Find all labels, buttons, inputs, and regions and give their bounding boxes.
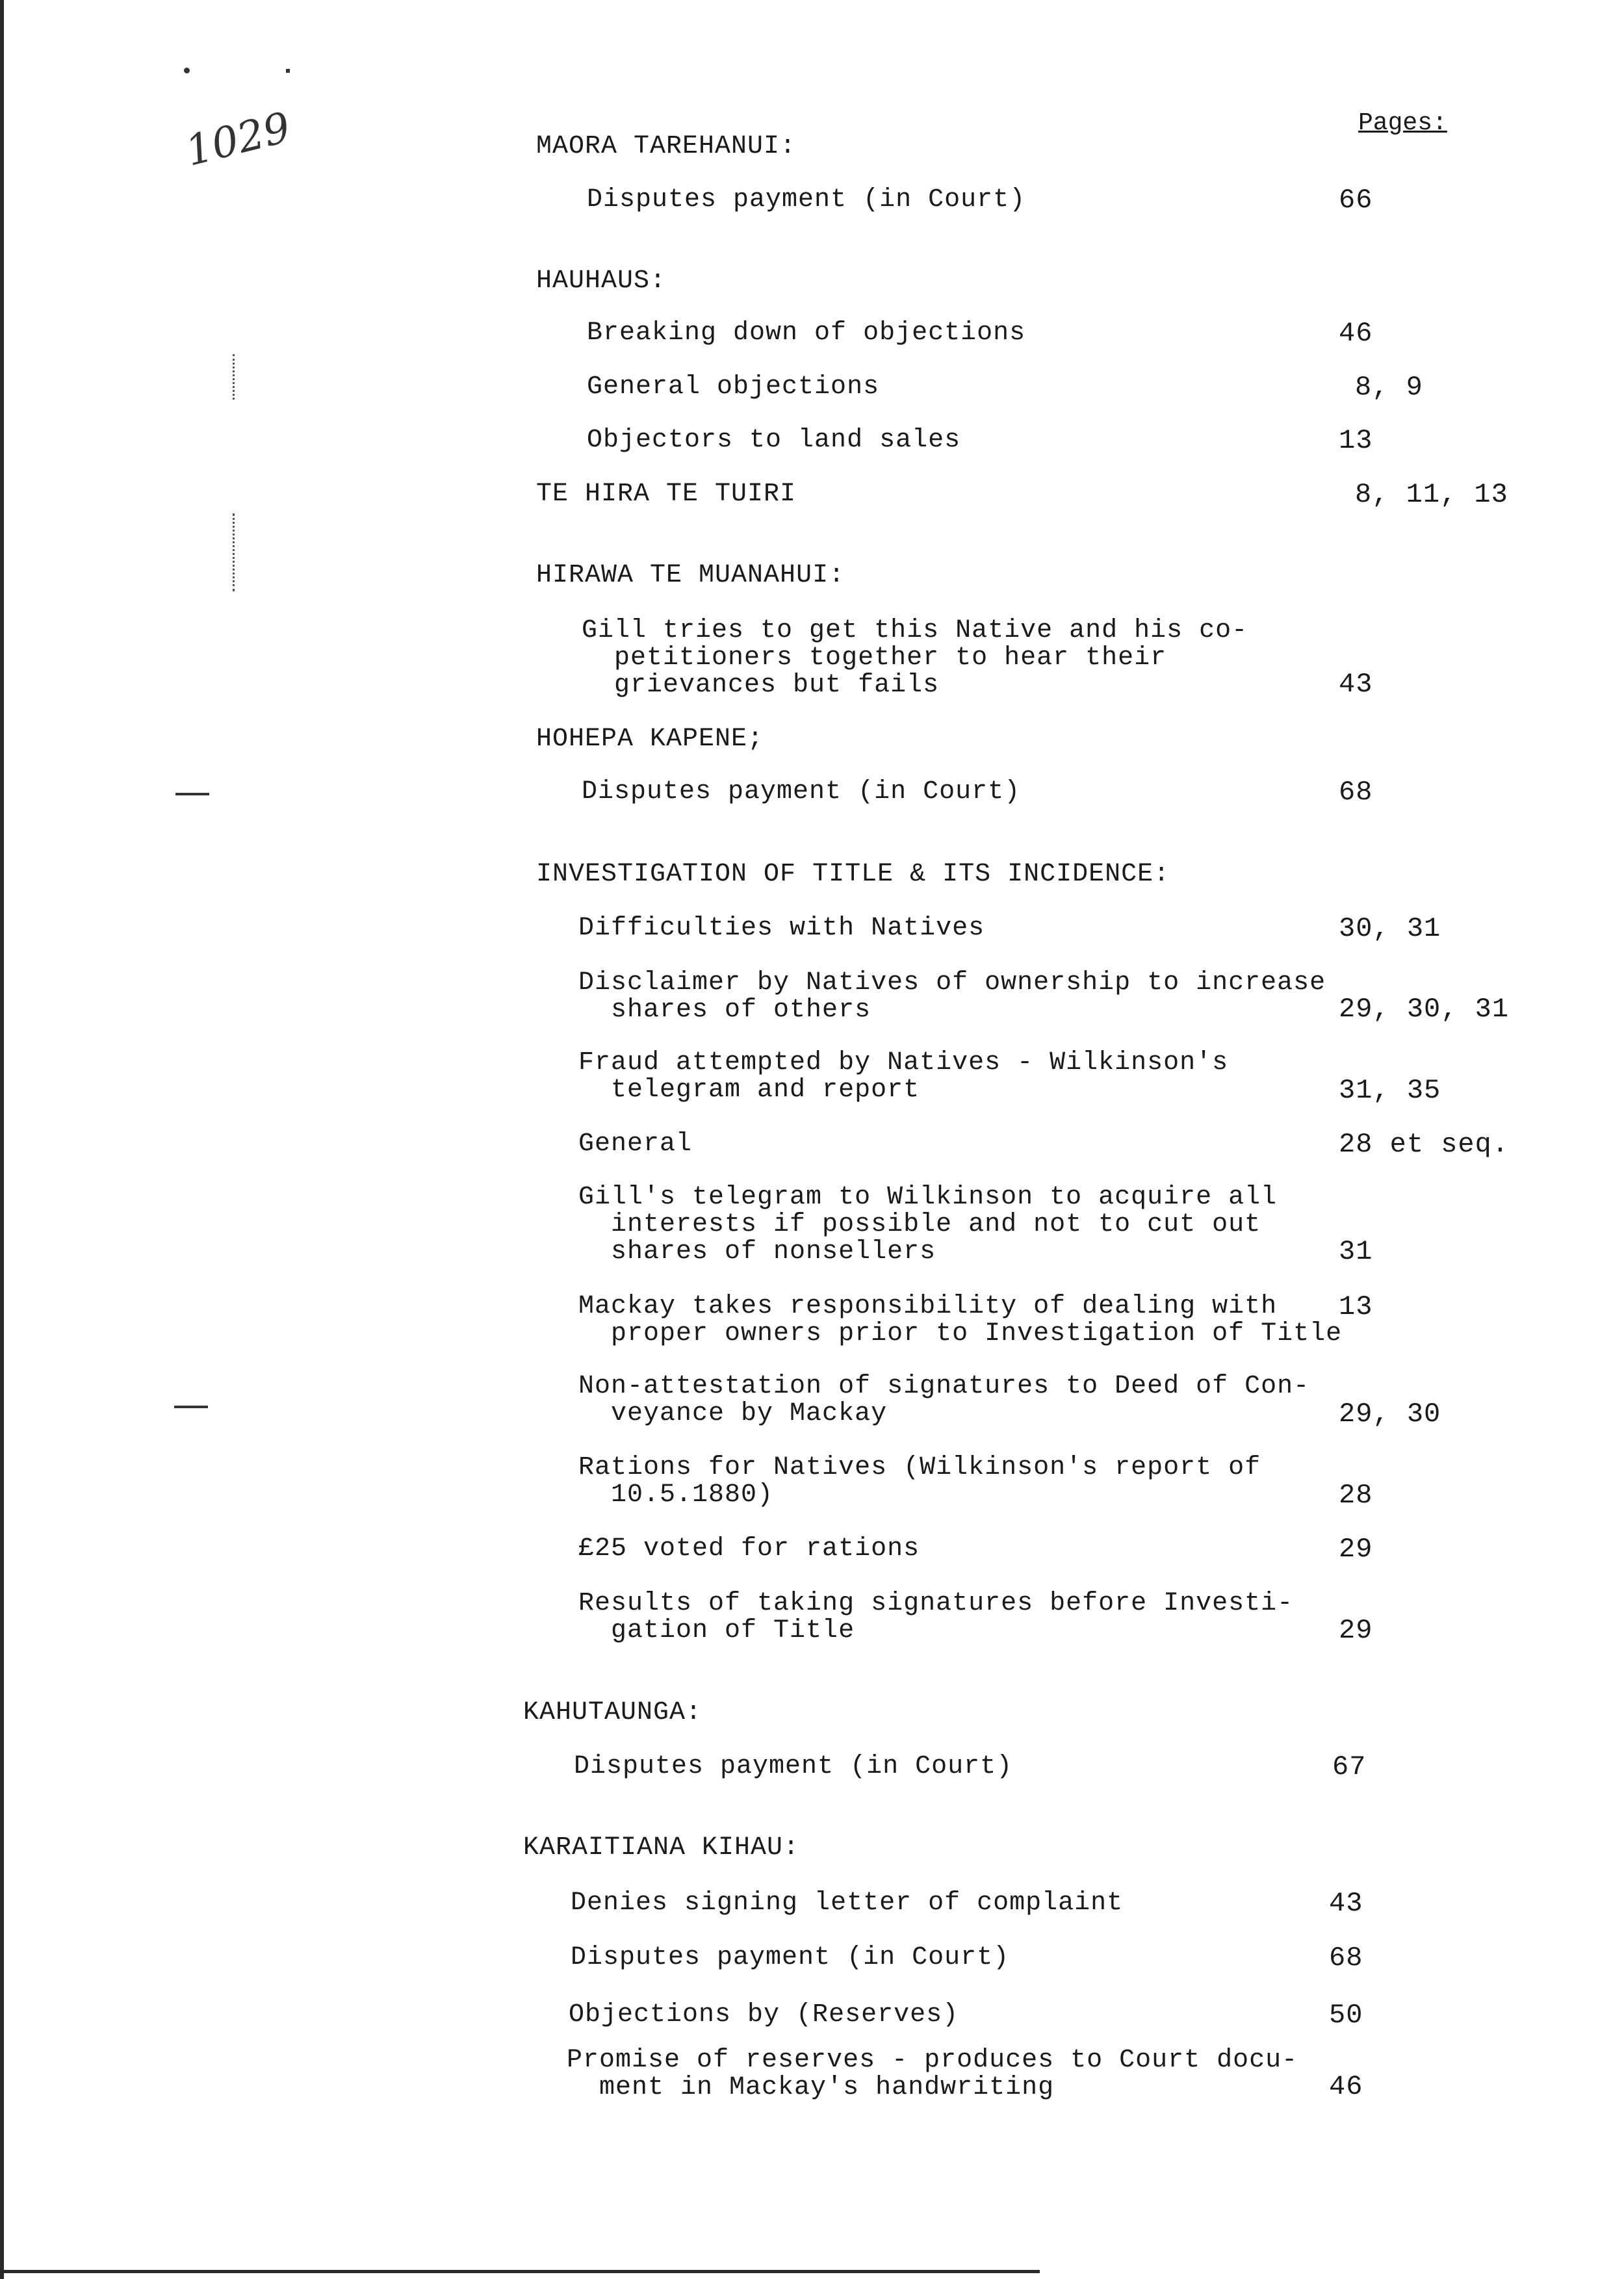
page-reference: 8, 11, 13 <box>1355 479 1508 510</box>
page-reference: 50 <box>1329 2000 1363 2031</box>
margin-dash <box>174 1406 208 1408</box>
index-entry: Non-attestation of signatures to Deed of Con- veyance by Mackay <box>578 1372 1310 1428</box>
index-entry: General <box>578 1129 693 1159</box>
index-entry: Objectors to land sales <box>587 426 961 455</box>
section-heading: HIRAWA TE MUANAHUI: <box>536 561 845 590</box>
index-entry: Gill tries to get this Native and his co- petitioners together to hear their grievances but fails <box>582 616 1248 700</box>
page-reference: 13 <box>1339 1291 1373 1322</box>
page-edge-bottom <box>0 2270 1040 2273</box>
index-entry: Gill's telegram to Wilkinson to acquire all interests if possible and not to cut out shares of nonsellers <box>578 1183 1278 1267</box>
page-reference: 46 <box>1339 318 1373 349</box>
margin-dots <box>233 354 235 400</box>
index-entry: Disputes payment (in Court) <box>574 1752 1013 1781</box>
section-heading: INVESTIGATION OF TITLE & ITS INCIDENCE: <box>536 860 1170 889</box>
page-reference: 67 <box>1332 1751 1367 1783</box>
section-heading: KARAITIANA KIHAU: <box>523 1833 800 1862</box>
index-entry: Promise of reserves - produces to Court docu- ment in Mackay's handwriting <box>567 2046 1298 2102</box>
index-entry: Difficulties with Natives <box>578 914 985 943</box>
margin-dots <box>233 513 235 591</box>
index-entry: Denies signing letter of complaint <box>571 1888 1124 1918</box>
index-entry: Disputes payment (in Court) <box>571 1943 1010 1972</box>
page-reference: 43 <box>1329 1888 1363 1919</box>
index-entry: Fraud attempted by Natives - Wilkinson's telegram and report <box>578 1048 1229 1105</box>
index-entry: General objections <box>587 372 880 402</box>
index-entry: Mackay takes responsibility of dealing with proper owners prior to Investigation of Title <box>578 1292 1343 1348</box>
section-heading: HOHEPA KAPENE; <box>536 725 764 754</box>
section-heading: KAHUTAUNGA: <box>523 1698 702 1727</box>
page-reference: 31, 35 <box>1339 1075 1441 1106</box>
margin-dash <box>175 793 209 795</box>
page-reference: 31 <box>1339 1236 1373 1267</box>
page-reference: 43 <box>1339 669 1373 700</box>
page-reference: 46 <box>1329 2071 1363 2102</box>
page-reference: 28 et seq. <box>1339 1129 1510 1160</box>
page-reference: 66 <box>1339 185 1373 216</box>
index-entry: Disclaimer by Natives of ownership to increase shares of others <box>578 968 1326 1025</box>
index-entry: Breaking down of objections <box>587 318 1026 348</box>
pages-column-label: Pages: <box>1358 109 1447 137</box>
page-reference: 29, 30, 31 <box>1339 994 1510 1025</box>
page-reference: 29, 30 <box>1339 1398 1441 1430</box>
page-reference: 28 <box>1339 1480 1373 1511</box>
scan-speck <box>286 69 290 73</box>
page-reference: 29 <box>1339 1615 1373 1646</box>
index-entry: Objections by (Reserves) <box>569 2000 959 2029</box>
scan-speck <box>184 68 190 73</box>
index-entry: Results of taking signatures before Investi- gation of Title <box>578 1589 1294 1645</box>
section-heading: MAORA TAREHANUI: <box>536 132 797 161</box>
page-reference: 68 <box>1329 1942 1363 1974</box>
index-entry: £25 voted for rations <box>578 1534 920 1564</box>
index-entry: Rations for Natives (Wilkinson's report of 10.5.1880) <box>578 1453 1261 1510</box>
page-reference: 29 <box>1339 1534 1373 1565</box>
handwritten-page-number: 1029 <box>181 103 296 176</box>
section-heading: HAUHAUS: <box>536 266 667 296</box>
page-edge-left <box>0 0 4 2279</box>
index-entry: Disputes payment (in Court) <box>587 185 1026 214</box>
page-reference: 30, 31 <box>1339 913 1441 944</box>
page-reference: 8, 9 <box>1355 372 1423 403</box>
section-heading: TE HIRA TE TUIRI <box>536 480 797 509</box>
page-reference: 68 <box>1339 777 1373 808</box>
index-entry: Disputes payment (in Court) <box>582 777 1021 806</box>
page-reference: 13 <box>1339 425 1373 456</box>
